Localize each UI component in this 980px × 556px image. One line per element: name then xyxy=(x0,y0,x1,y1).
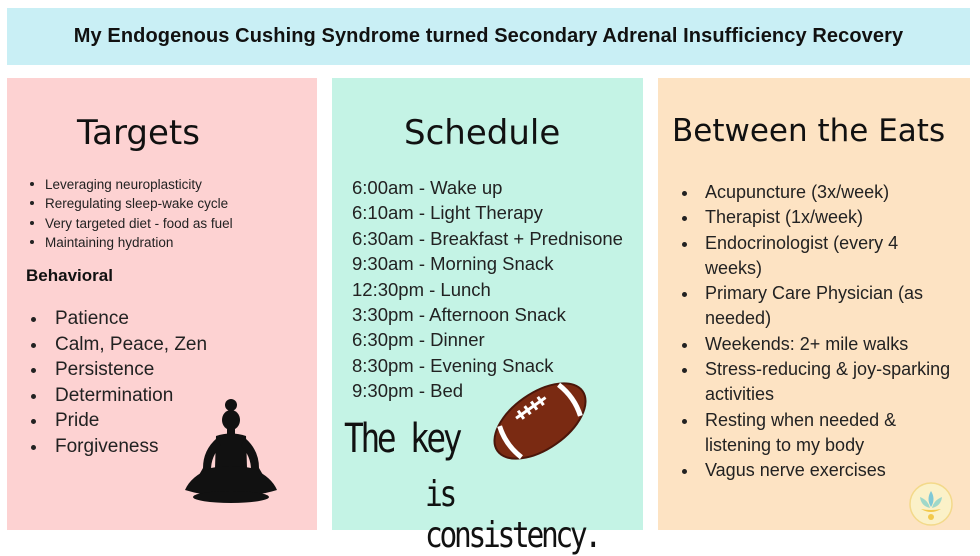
list-item: Persistence xyxy=(29,357,207,383)
schedule-item: 6:00am - Wake up xyxy=(352,177,503,198)
targets-panel xyxy=(7,78,317,530)
list-item: Forgiveness xyxy=(29,434,207,460)
schedule-item: 3:30pm - Afternoon Snack xyxy=(352,304,566,326)
lotus-logo-icon xyxy=(908,481,954,527)
list-item: Acupuncture (3x/week) xyxy=(680,180,960,205)
list-item: Maintaining hydration xyxy=(27,233,233,252)
between-heading: Between the Eats xyxy=(672,113,946,149)
schedule-list xyxy=(352,175,623,404)
schedule-item: 6:10am - Light Therapy xyxy=(352,202,543,224)
list-item: Vagus nerve exercises xyxy=(680,458,960,483)
list-item: Reregulating sleep-wake cycle xyxy=(27,194,233,213)
schedule-item: 9:30am - Morning Snack xyxy=(352,253,554,275)
schedule-item: 6:30pm - Dinner xyxy=(352,329,485,351)
schedule-item: 6:30am - Breakfast + Prednisone xyxy=(352,227,623,249)
meditation-silhouette-icon xyxy=(181,398,281,506)
title-banner xyxy=(7,8,970,65)
between-list xyxy=(680,180,960,484)
list-item: Endocrinologist (every 4 weeks) xyxy=(680,231,960,282)
list-item: Patience xyxy=(29,306,207,332)
behavioral-heading: Behavioral xyxy=(26,266,113,285)
schedule-item: 9:30pm - Bed xyxy=(352,380,464,402)
list-item: Very targeted diet - food as fuel xyxy=(27,214,233,233)
list-item: Leveraging neuroplasticity xyxy=(27,175,233,194)
schedule-heading: Schedule xyxy=(404,113,561,153)
football-icon xyxy=(484,378,596,464)
targets-heading: Targets xyxy=(77,113,200,153)
targets-list xyxy=(27,175,233,252)
between-panel xyxy=(658,78,970,530)
list-item: Calm, Peace, Zen xyxy=(29,332,207,358)
page-title: My Endogenous Cushing Syndrome turned Secondary Adrenal Insufficiency Recovery xyxy=(73,25,904,47)
list-item: Primary Care Physician (as needed) xyxy=(680,281,960,332)
list-item: Therapist (1x/week) xyxy=(680,205,960,230)
key-text-line1: The key xyxy=(344,416,460,462)
list-item: Weekends: 2+ mile walks xyxy=(680,332,960,357)
schedule-panel xyxy=(332,78,643,556)
schedule-item: 12:30pm - Lunch xyxy=(352,278,491,300)
list-item: Pride xyxy=(29,408,207,434)
list-item: Resting when needed & listening to my body xyxy=(680,408,960,459)
list-item: Stress-reducing & joy-sparking activities xyxy=(680,357,960,408)
key-text-line2: is consistency. xyxy=(425,474,599,556)
schedule-item: 8:30pm - Evening Snack xyxy=(352,354,554,376)
list-item: Determination xyxy=(29,383,207,409)
